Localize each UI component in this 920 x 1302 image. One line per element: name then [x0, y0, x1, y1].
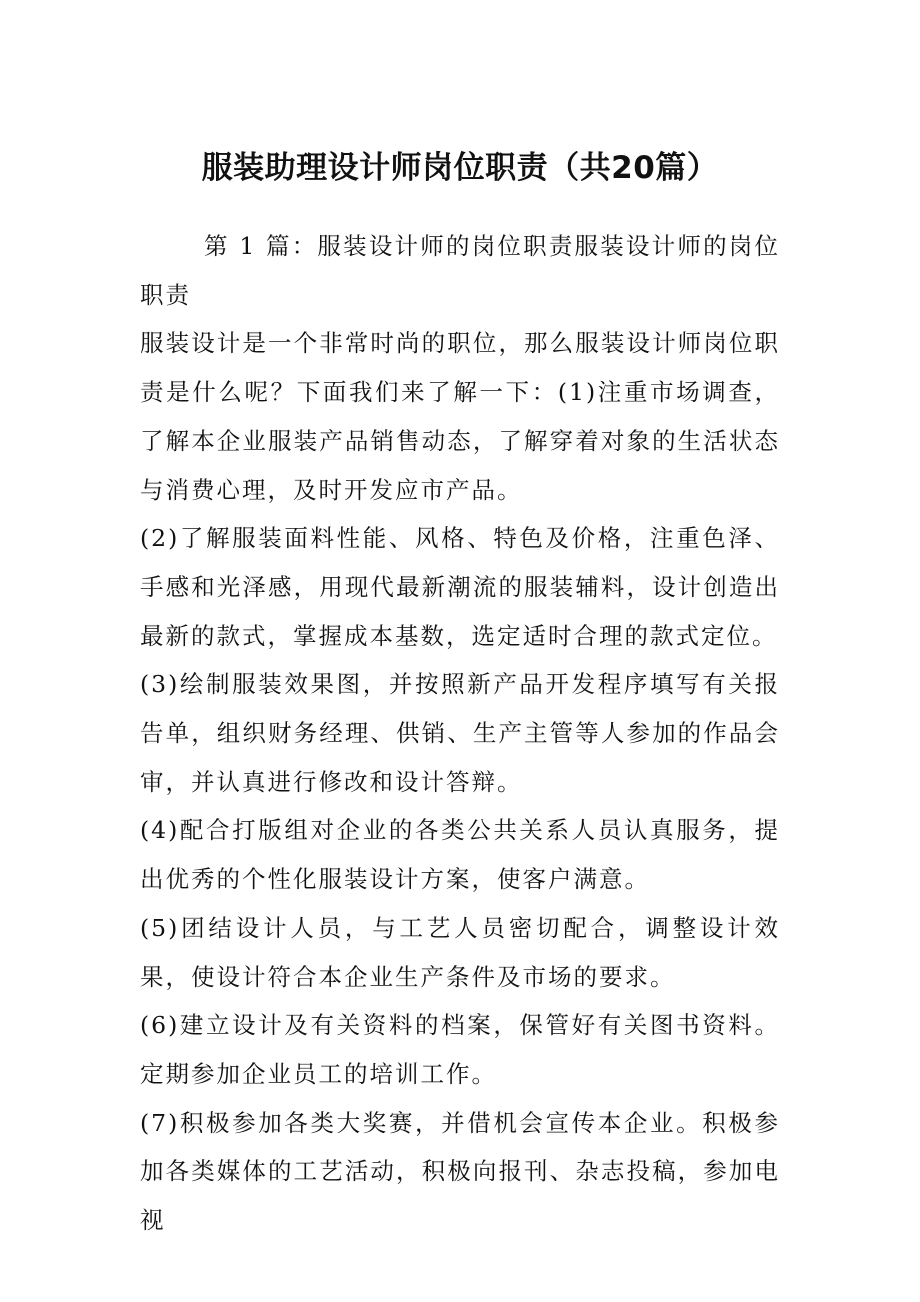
paragraph-heading: 第 1 篇：服装设计师的岗位职责服装设计师的岗位职责 [140, 232, 780, 309]
document-body [140, 222, 780, 1245]
paragraph: (4)配合打版组对企业的各类公共关系人员认真服务，提出优秀的个性化服装设计方案，使客户满意。 [140, 816, 780, 894]
paragraph: (7)积极参加各类大奖赛，并借机会宣传本企业。积极参加各类媒体的工艺活动，积极向报刊、杂志投稿，参加电视 [140, 1108, 780, 1235]
paragraph: (3)绘制服装效果图，并按照新产品开发程序填写有关报告单，组织财务经理、供销、生产主管等人参加的作品会审，并认真进行修改和设计答辩。 [140, 670, 780, 796]
paragraph: (5)团结设计人员，与工艺人员密切配合，调整设计效果，使设计符合本企业生产条件及市场的要求。 [140, 913, 780, 991]
paragraph: (2)了解服装面料性能、风格、特色及价格，注重色泽、手感和光泽感，用现代最新潮流的服装辅料，设计创造出最新的款式，掌握成本基数，选定适时合理的款式定位。 [140, 524, 780, 650]
paragraph: (6)建立设计及有关资料的档案，保管好有关图书资料。定期参加企业员工的培训工作。 [140, 1011, 780, 1088]
document-title: 服装助理设计师岗位职责（共20篇） [201, 150, 719, 186]
paragraph: 服装设计是一个非常时尚的职位，那么服装设计师岗位职责是什么呢？下面我们来了解一下：(1)注重市场调查，了解本企业服装产品销售动态，了解穿着对象的生活状态与消费心理，及时开发应市产品。 [140, 329, 780, 504]
